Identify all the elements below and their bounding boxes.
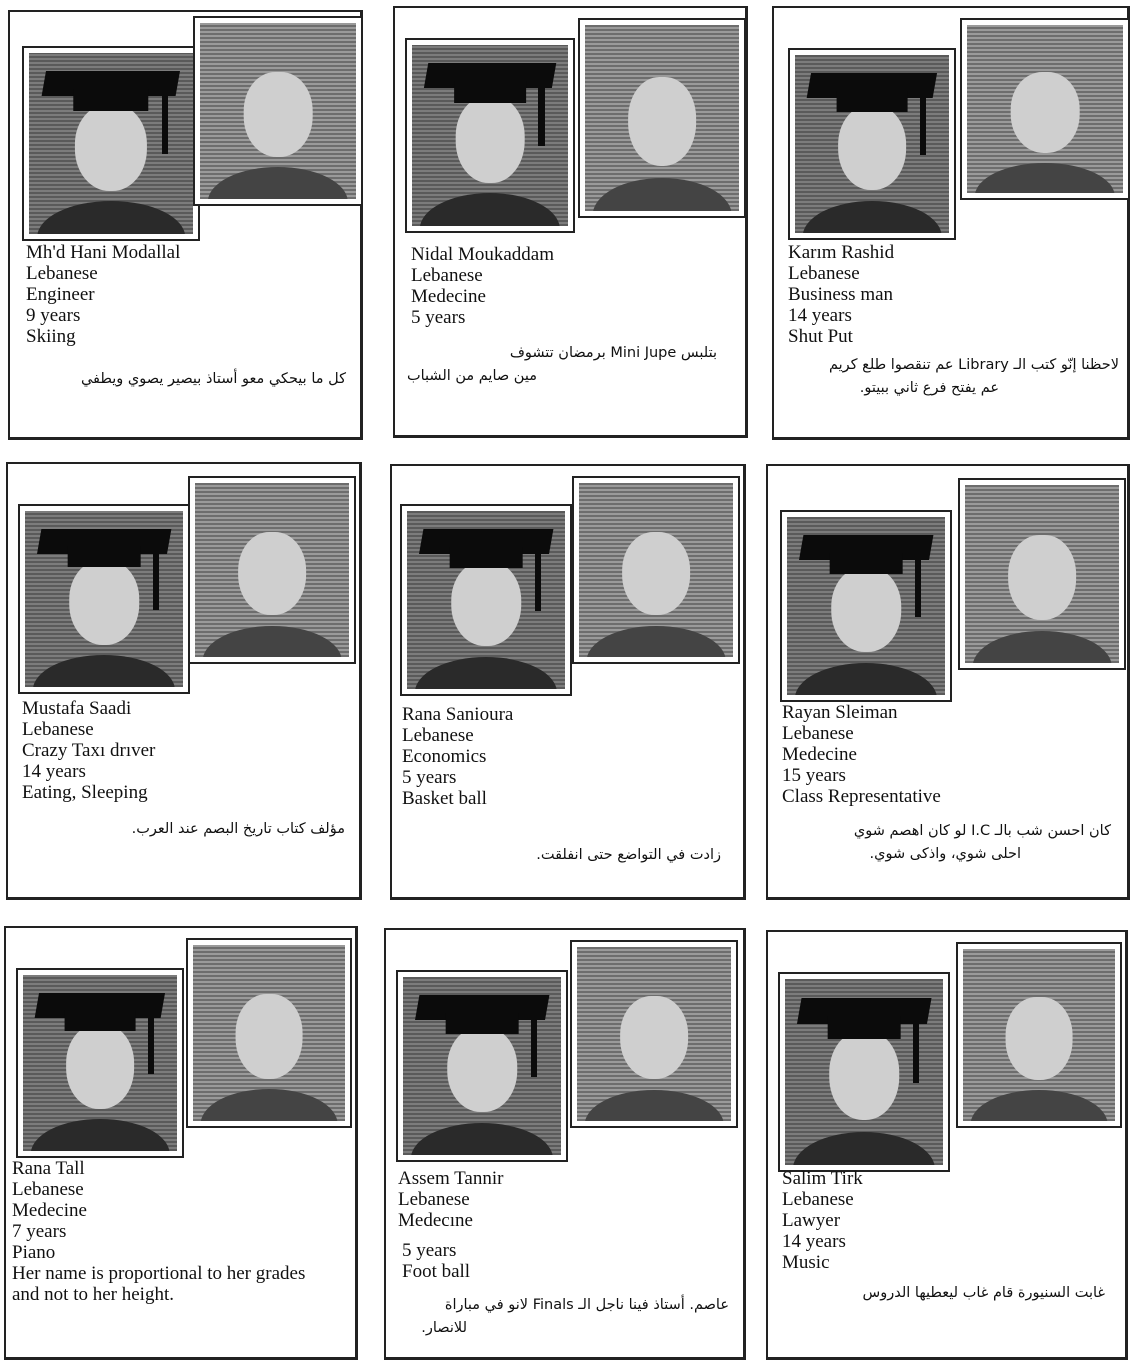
yearbook-card <box>772 6 1130 440</box>
nationality: Lebanese <box>782 1189 854 1210</box>
yearbook-card <box>390 464 746 900</box>
student-name: Mustafa Saadi <box>22 698 132 719</box>
yearbook-card <box>384 928 746 1360</box>
graduation-photo <box>18 504 190 694</box>
years-at-school: 9 years <box>26 305 81 326</box>
yearbook-card <box>4 926 358 1360</box>
arabic-quote-line-1: كان احسن شب بالـ I.C لو كان اهصم شوي <box>853 823 1111 839</box>
graduation-photo <box>405 38 575 233</box>
years-at-school: 15 years <box>782 765 846 786</box>
hobby: Skiing <box>26 326 76 347</box>
childhood-photo <box>960 18 1130 200</box>
profession: Medecine <box>782 744 857 765</box>
nationality: Lebanese <box>398 1189 470 1210</box>
caption-line-1: Her name is proportional to her grades <box>12 1263 306 1284</box>
childhood-photo <box>188 476 356 664</box>
arabic-quote: زادت في التواضع حتى انفلقت. <box>536 847 721 863</box>
years-at-school: 5 years <box>402 1240 457 1261</box>
graduation-photo <box>22 46 200 241</box>
years-at-school: 7 years <box>12 1221 67 1242</box>
profession: Lawyer <box>782 1210 841 1231</box>
nationality: Lebanese <box>782 723 854 744</box>
arabic-quote-line-2: عم يفتح فرع ثاني ببيتو. <box>859 380 999 396</box>
arabic-quote-line-1: لاحظنا إنّو كتب الـ Library عم تنقصوا طلع كريم <box>828 357 1119 373</box>
student-name: Salim Tirk <box>782 1168 863 1189</box>
yearbook-card <box>766 930 1128 1360</box>
student-name: Karım Rashid <box>788 242 895 263</box>
profession: Medecine <box>411 286 486 307</box>
arabic-quote-line-2: للانصار. <box>421 1320 467 1336</box>
nationality: Lebanese <box>402 725 474 746</box>
hobby: Piano <box>12 1242 56 1263</box>
caption-line-2: and not to her height. <box>12 1284 174 1305</box>
arabic-quote: غابت السنيورة قام غاب ليعطيها الدروس <box>862 1285 1105 1301</box>
nationality: Lebanese <box>26 263 98 284</box>
arabic-quote: مؤلف كتاب تاريخ البصم عند العرب. <box>131 821 345 837</box>
childhood-photo <box>570 940 738 1128</box>
years-at-school: 5 years <box>411 307 466 328</box>
student-name: Assem Tannir <box>398 1168 504 1189</box>
hobby: Foot ball <box>402 1261 471 1282</box>
hobby: Music <box>782 1252 830 1273</box>
childhood-photo <box>958 478 1126 670</box>
student-name: Rana Tall <box>12 1158 85 1179</box>
yearbook-card <box>6 462 362 900</box>
nationality: Lebanese <box>12 1179 84 1200</box>
profession: Business man <box>788 284 894 305</box>
years-at-school: 14 years <box>782 1231 846 1252</box>
graduation-photo <box>400 504 572 696</box>
yearbook-card <box>8 10 363 440</box>
profession: Medecıne <box>398 1210 473 1231</box>
childhood-photo <box>572 476 740 664</box>
hobby: Basket ball <box>402 788 487 809</box>
childhood-photo <box>578 18 746 218</box>
arabic-quote-line-2: احلى شوي، واذكى شوي. <box>869 846 1021 862</box>
graduation-photo <box>778 972 950 1172</box>
childhood-photo <box>956 942 1122 1128</box>
years-at-school: 14 years <box>22 761 86 782</box>
nationality: Lebanese <box>411 265 483 286</box>
graduation-photo <box>16 968 184 1158</box>
graduation-photo <box>396 970 568 1162</box>
profession: Economics <box>402 746 487 767</box>
profession: Medecine <box>12 1200 87 1221</box>
hobby: Eating, Sleeping <box>22 782 148 803</box>
nationality: Lebanese <box>22 719 94 740</box>
nationality: Lebanese <box>788 263 860 284</box>
years-at-school: 5 years <box>402 767 457 788</box>
student-name: Mh'd Hani Modallal <box>26 242 181 263</box>
student-name: Rayan Sleiman <box>782 702 898 723</box>
hobby: Shut Put <box>788 326 853 347</box>
arabic-quote: كل ما بيحكي معو أستاذ بيصير يصوي ويطفي <box>80 371 346 387</box>
yearbook-card <box>766 464 1130 900</box>
student-name: Nidal Moukaddam <box>411 244 555 265</box>
arabic-quote-line-1: عاصم. أستاذ فينا ناجل الـ Finals لانو في مباراة <box>444 1297 729 1313</box>
years-at-school: 14 years <box>788 305 852 326</box>
childhood-photo <box>193 16 363 206</box>
childhood-photo <box>186 938 352 1128</box>
student-name: Rana Sanioura <box>402 704 514 725</box>
graduation-photo <box>780 510 952 702</box>
profession: Crazy Taxı drıver <box>22 740 156 761</box>
arabic-quote-line-1: بتلبس Mini Jupe برمضان تتشوف <box>509 345 717 361</box>
profession: Engineer <box>26 284 95 305</box>
arabic-quote-line-2: مين صايم من الشباب <box>406 368 537 384</box>
graduation-photo <box>788 48 956 240</box>
yearbook-card <box>393 6 748 438</box>
hobby: Class Representative <box>782 786 941 807</box>
